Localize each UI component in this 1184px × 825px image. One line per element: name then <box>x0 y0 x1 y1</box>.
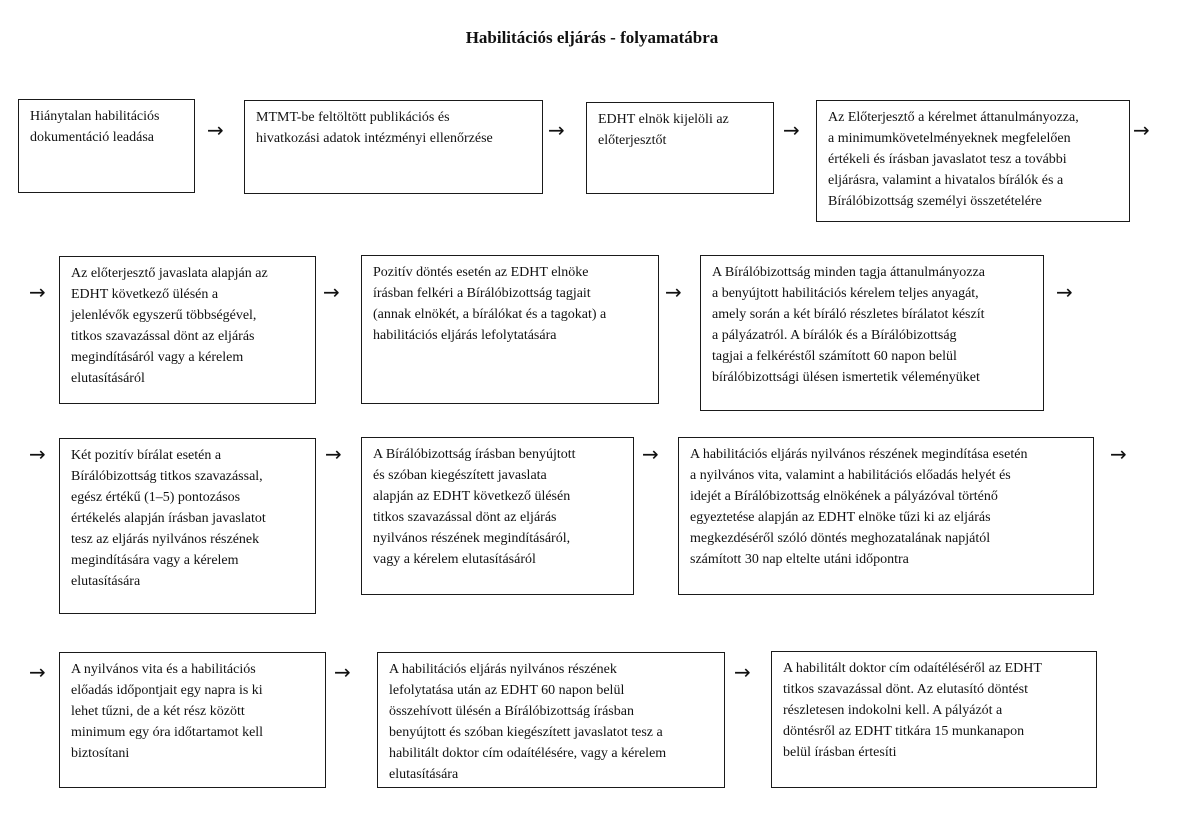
arrow-icon: → <box>325 442 342 466</box>
arrow-icon: → <box>548 118 565 142</box>
step-box-9: A Bírálóbizottság írásban benyújtott és szóban kiegészített javaslata alapján az EDHT következő ülésén titkos szavazással dönt az eljárás nyilvános részének megindításáról, vagy a kérelem elutasításáról <box>361 437 634 595</box>
arrow-icon: → <box>665 280 682 304</box>
arrow-icon: → <box>642 442 659 466</box>
arrow-icon: → <box>207 118 224 142</box>
step-box-1: Hiánytalan habilitációs dokumentáció leadása <box>18 99 195 193</box>
step-box-3: EDHT elnök kijelöli az előterjesztőt <box>586 102 774 194</box>
step-box-11: A nyilvános vita és a habilitációs előadás időpontjait egy napra is ki lehet tűzni, de a két rész között minimum egy óra időtartamot kell biztosítani <box>59 652 326 788</box>
arrow-icon: → <box>334 660 351 684</box>
arrow-icon: → <box>783 118 800 142</box>
arrow-icon: → <box>1056 280 1073 304</box>
arrow-icon: → <box>1110 442 1127 466</box>
arrow-icon: → <box>29 442 46 466</box>
step-box-5: Az előterjesztő javaslata alapján az EDHT következő ülésén a jelenlévők egyszerű többségével, titkos szavazással dönt az eljárás megindításáról vagy a kérelem elutasításáról <box>59 256 316 404</box>
step-box-8: Két pozitív bírálat esetén a Bírálóbizottság titkos szavazással, egész értékű (1–5) pontozásos értékelés alapján írásban javaslatot tesz az eljárás nyilvános részének megindítására vagy a kérelem elutasítására <box>59 438 316 614</box>
arrow-icon: → <box>29 280 46 304</box>
arrow-icon: → <box>734 660 751 684</box>
arrow-icon: → <box>323 280 340 304</box>
step-box-10: A habilitációs eljárás nyilvános részének megindítása esetén a nyilvános vita, valamint a habilitációs előadás helyét és idejét a Bírálóbizottság elnökének a pályázóval történő egyeztetése alapján az EDHT elnöke tűzi ki az eljárás megkezdéséről szóló döntés meghozatalának napjától számított 30 nap eltelte utáni időpontra <box>678 437 1094 595</box>
diagram-title: Habilitációs eljárás - folyamatábra <box>465 28 719 47</box>
arrow-icon: → <box>1133 118 1150 142</box>
arrow-icon: → <box>29 660 46 684</box>
step-box-7: A Bírálóbizottság minden tagja áttanulmányozza a benyújtott habilitációs kérelem teljes anyagát, amely során a két bíráló részletes bírálatot készít a pályázatról. A bírálók és a Bírálóbizottság tagjai a felkéréstől számított 60 napon belül bírálóbizottsági ülésen ismertetik véleményüket <box>700 255 1044 411</box>
step-box-4: Az Előterjesztő a kérelmet áttanulmányozza, a minimumkövetelményeknek megfelelően értékeli és írásban javaslatot tesz a további eljárásra, valamint a hivatalos bírálók és a Bírálóbizottság személyi összetételére <box>816 100 1130 222</box>
step-box-2: MTMT-be feltöltött publikációs és hivatkozási adatok intézményi ellenőrzése <box>244 100 543 194</box>
step-box-13: A habilitált doktor cím odaítéléséről az EDHT titkos szavazással dönt. Az elutasító döntést részletesen indokolni kell. A pályázót a döntésről az EDHT titkára 15 munkanapon belül írásban értesíti <box>771 651 1097 788</box>
step-box-12: A habilitációs eljárás nyilvános részének lefolytatása után az EDHT 60 napon belül összehívott ülésén a Bírálóbizottság írásban benyújtott és szóban kiegészített javaslatot tesz a habilitált doktor cím odaítélésére, vagy a kérelem elutasítására <box>377 652 725 788</box>
step-box-6: Pozitív döntés esetén az EDHT elnöke írásban felkéri a Bírálóbizottság tagjait (annak elnökét, a bírálókat és a tagokat) a habilitációs eljárás lefolytatására <box>361 255 659 404</box>
